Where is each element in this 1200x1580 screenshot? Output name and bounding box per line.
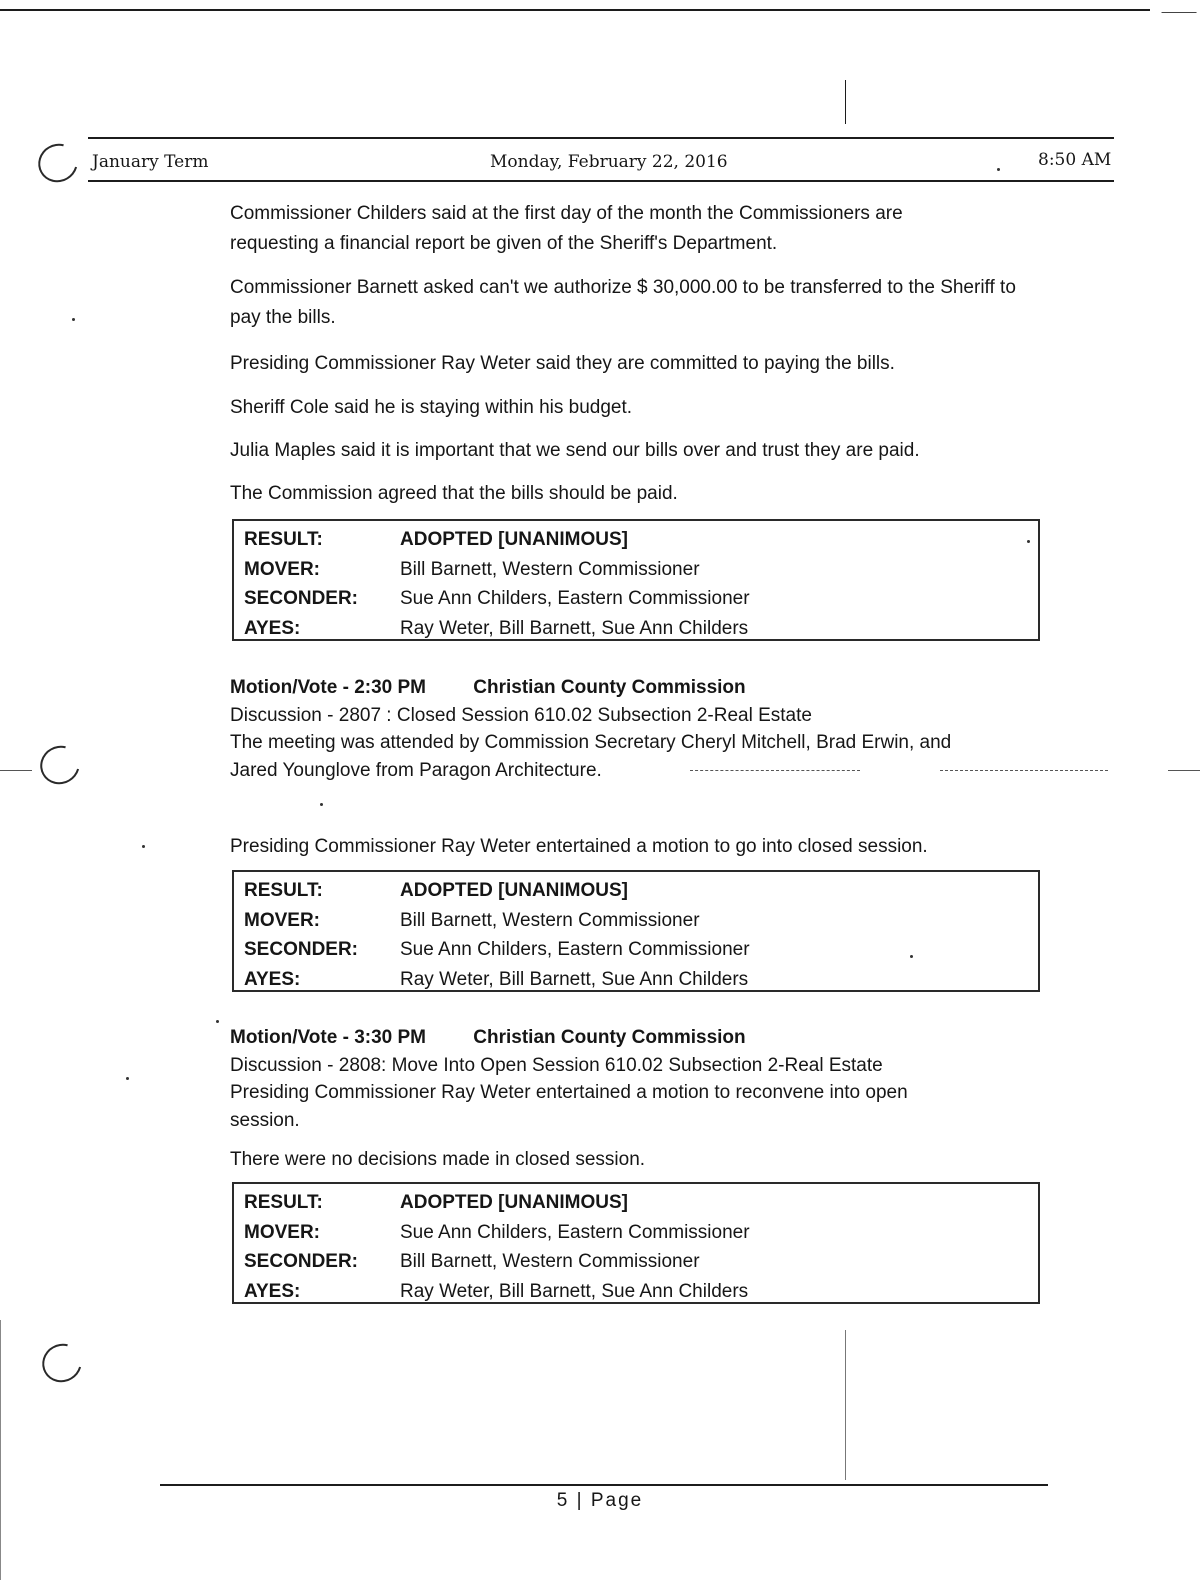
mover-value: Bill Barnett, Western Commissioner (400, 909, 700, 931)
discussion-label: Discussion - (230, 1054, 334, 1076)
scan-vertical-mark (845, 80, 846, 124)
discussion-line (230, 1052, 1050, 1080)
mover-row (234, 906, 1038, 936)
paragraph: Presiding Commissioner Ray Weter said they are committed to paying the bills. (230, 353, 895, 374)
motion-label: Motion/Vote - (230, 1027, 349, 1048)
motion-text-line: session. (230, 1109, 300, 1131)
mover-label: MOVER: (244, 1221, 320, 1243)
result-row (234, 876, 1038, 906)
motion-time: 2:30 PM (354, 677, 426, 698)
paragraph: Commissioner Childers said at the first day of the month the Commissioners are requesting a financial report be given of the Sheriff's Department. (230, 203, 903, 254)
result-label: RESULT: (244, 529, 323, 550)
result-row (234, 525, 1038, 555)
scan-left-edge (0, 1320, 1, 1580)
seconder-value: Sue Ann Childers, Eastern Commissioner (400, 588, 750, 609)
motion-heading (230, 674, 1050, 702)
mover-value: Bill Barnett, Western Commissioner (400, 558, 700, 580)
vote-result-box (232, 1182, 1040, 1304)
ayes-row (234, 965, 1038, 995)
paragraph: Sheriff Cole said he is staying within his budget. (230, 397, 633, 418)
ayes-value: Ray Weter, Bill Barnett, Sue Ann Childers (400, 617, 749, 639)
motion-time: 3:30 PM (354, 1027, 426, 1048)
seconder-label: SECONDER: (244, 588, 359, 609)
mover-label: MOVER: (244, 909, 320, 931)
term-label: January Term (92, 152, 209, 172)
motion-block (230, 1024, 1050, 1134)
paragraph: Julia Maples said it is important that we send our bills over and trust they are paid. (230, 440, 920, 461)
vote-result-box (232, 519, 1040, 641)
hole-punch-middle (33, 739, 87, 792)
seconder-label: SECONDER: (244, 1251, 359, 1272)
seconder-value: Bill Barnett, Western Commissioner (400, 1251, 700, 1272)
motion-body: Christian County Commission (473, 1027, 746, 1048)
hole-punch-bottom (35, 1337, 89, 1390)
seconder-value: Sue Ann Childers, Eastern Commissioner (400, 939, 750, 960)
hole-punch-top (31, 137, 85, 190)
mover-label: MOVER: (244, 558, 320, 580)
motion-text-line: The meeting was attended by Commission Secretary Cheryl Mitchell, Brad Erwin, and (230, 732, 952, 753)
paragraph: Presiding Commissioner Ray Weter entertained a motion to go into closed session. (230, 836, 928, 857)
ayes-label: AYES: (244, 617, 301, 639)
scan-dashed-line (690, 770, 860, 772)
scan-left-dash (0, 770, 32, 771)
paragraph: There were no decisions made in closed session. (230, 1149, 646, 1170)
ayes-value: Ray Weter, Bill Barnett, Sue Ann Childers (400, 1280, 749, 1302)
result-value: ADOPTED [UNANIMOUS] (400, 1192, 628, 1213)
result-row (234, 1188, 1038, 1218)
motion-heading (230, 1024, 1050, 1052)
scan-speck (216, 1020, 219, 1023)
vote-result-box (232, 870, 1040, 992)
motion-text-line: Presiding Commissioner Ray Weter entertained a motion to reconvene into open (230, 1082, 908, 1103)
discussion-label: Discussion - (230, 704, 334, 726)
discussion-text: 2808: Move Into Open Session 610.02 Subsection 2-Real Estate (338, 1054, 883, 1076)
result-label: RESULT: (244, 1192, 323, 1213)
motion-text-line: Jared Younglove from Paragon Architecture. (230, 759, 602, 781)
corner-scan-mark (1161, 0, 1200, 13)
seconder-row (234, 584, 1038, 614)
scan-speck (142, 845, 145, 848)
result-value: ADOPTED [UNANIMOUS] (400, 529, 628, 550)
top-scan-edge (0, 9, 1150, 11)
ayes-row (234, 614, 1038, 644)
scan-vertical-mark-bottom (845, 1330, 846, 1480)
paragraph: Commissioner Barnett asked can't we authorize $ 30,000.00 to be transferred to the Sheriff to pay the bills. (230, 277, 1016, 328)
ayes-label: AYES: (244, 968, 301, 990)
mover-value: Sue Ann Childers, Eastern Commissioner (400, 1221, 750, 1243)
ayes-label: AYES: (244, 1280, 301, 1302)
scan-dashed-line (940, 770, 1108, 772)
motion-label: Motion/Vote - (230, 677, 349, 698)
ayes-row (234, 1277, 1038, 1307)
scan-right-dash (1168, 770, 1200, 771)
scan-speck (126, 1077, 129, 1080)
paragraph: The Commission agreed that the bills should be paid. (230, 483, 678, 504)
discussion-line (230, 702, 1050, 730)
motion-body: Christian County Commission (473, 677, 746, 698)
header-dot (997, 168, 1000, 171)
result-value: ADOPTED [UNANIMOUS] (400, 880, 628, 901)
seconder-row (234, 1247, 1038, 1277)
seconder-row (234, 935, 1038, 965)
motion-block (230, 674, 1050, 784)
mover-row (234, 1218, 1038, 1248)
header-top-rule (88, 137, 1114, 139)
result-label: RESULT: (244, 880, 323, 901)
ayes-value: Ray Weter, Bill Barnett, Sue Ann Childers (400, 968, 749, 990)
meeting-date: Monday, February 22, 2016 (490, 152, 728, 172)
page-number: 5 | Page (556, 1490, 644, 1511)
mover-row (234, 555, 1038, 585)
footer-rule (160, 1484, 1048, 1486)
seconder-label: SECONDER: (244, 939, 359, 960)
scan-speck (72, 318, 75, 321)
meeting-time: 8:50 AM (1038, 150, 1112, 170)
header-bottom-rule (88, 180, 1114, 182)
discussion-text: 2807 : Closed Session 610.02 Subsection 2-Real Estate (338, 704, 812, 726)
scan-speck (320, 803, 323, 806)
